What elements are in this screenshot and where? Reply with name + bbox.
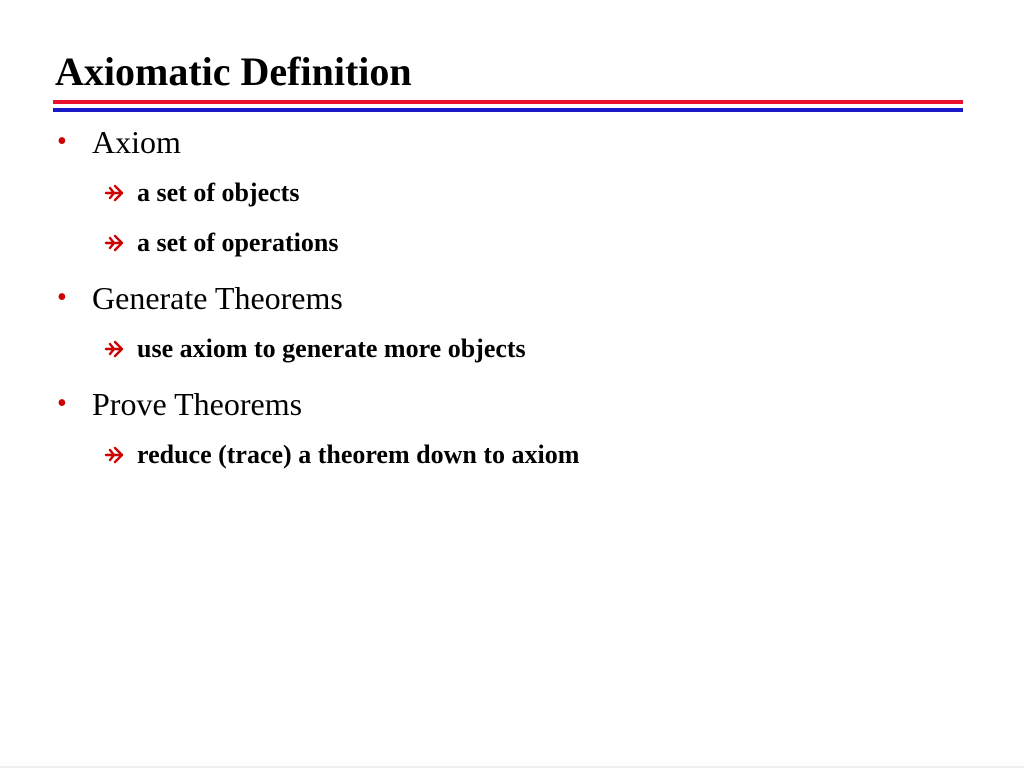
sub-bullet-text: a set of objects [137,178,300,207]
sub-bullet-text: use axiom to generate more objects [137,334,526,363]
plane-arrow-icon [103,444,125,466]
bullet-item [55,380,955,428]
bullet-item [55,274,955,322]
bullet-dot-icon: • [57,282,67,313]
slide-title: Axiomatic Definition [55,49,412,94]
bullet-text: Axiom [92,124,181,160]
bullet-group-prove-theorems [55,380,955,480]
bullet-group-generate-theorems [55,274,955,374]
bullet-dot-icon: • [57,388,67,419]
bullet-text: Generate Theorems [92,280,343,316]
bullet-group-axiom [55,118,955,268]
slide-content [55,118,955,486]
sub-bullet-item [55,324,955,374]
title-rule-blue [53,108,963,112]
plane-arrow-icon [103,338,125,360]
bullet-text: Prove Theorems [92,386,303,422]
sub-bullet-item [55,430,955,480]
bullet-item [55,118,955,166]
sub-bullet-text: a set of operations [137,228,339,257]
sub-bullet-text: reduce (trace) a theorem down to axiom [137,440,580,469]
sub-bullet-item [55,168,955,218]
title-rule-red-bar [53,100,963,104]
title-rule-red [53,100,963,104]
plane-arrow-icon [103,182,125,204]
bullet-dot-icon: • [57,126,67,157]
title-rule-blue-bar [53,108,963,112]
plane-arrow-icon [103,232,125,254]
sub-bullet-item [55,218,955,268]
